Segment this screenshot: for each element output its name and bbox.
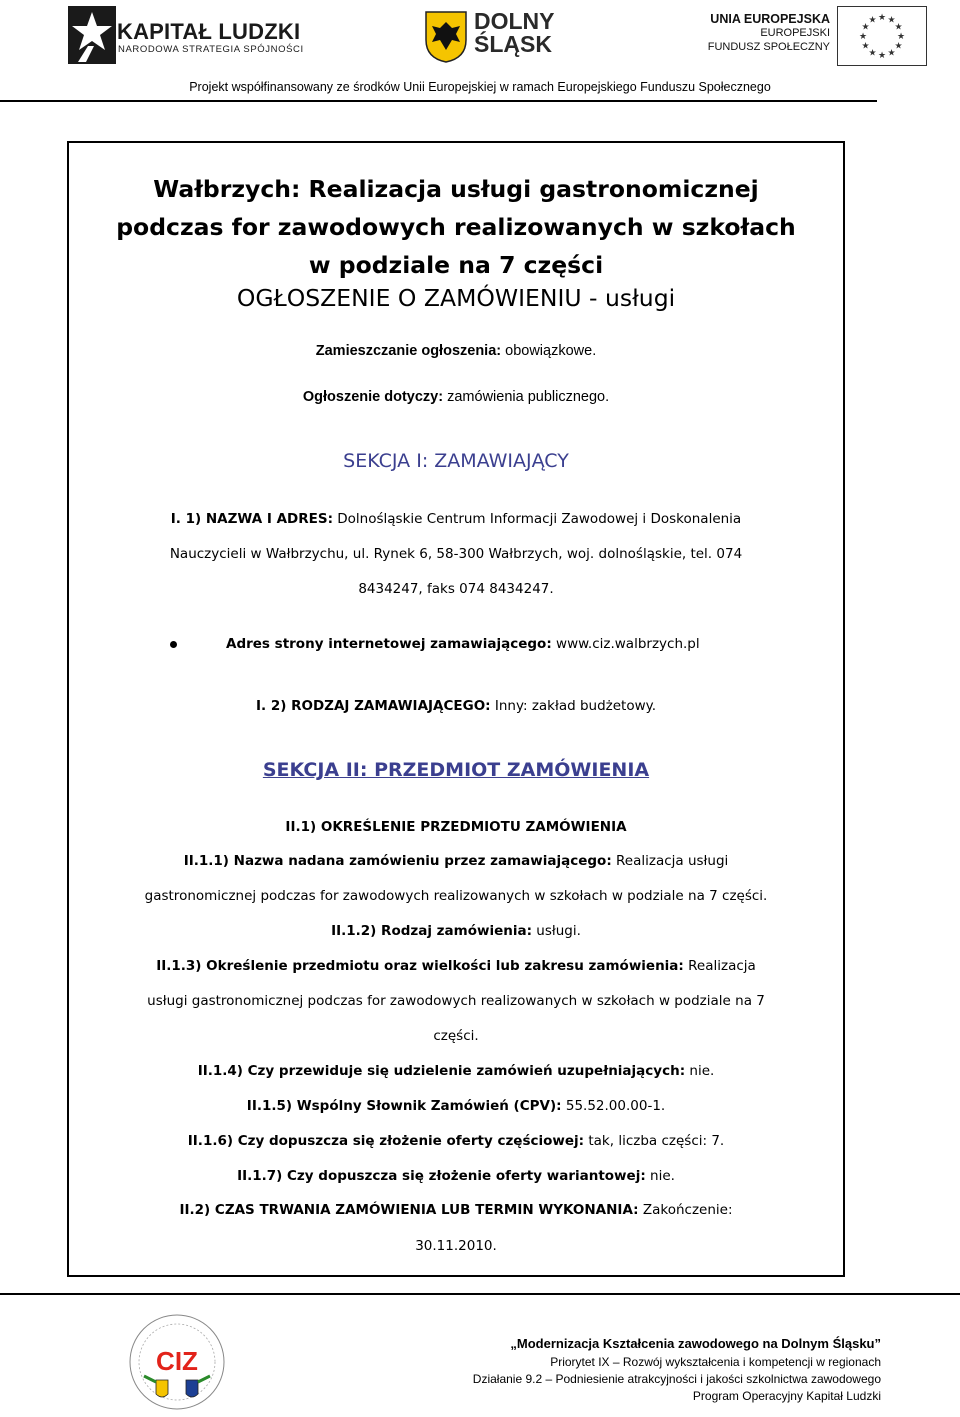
item-2-1-5-value: 55.52.00.00-1. xyxy=(565,1098,666,1114)
item-2-1-1-value-1: Realizacja usługi xyxy=(616,853,729,869)
placement-label: Zamieszczanie ogłoszenia: xyxy=(315,343,502,359)
title-line-2: podczas for zawodowych realizowanych w szkołach xyxy=(116,213,796,241)
item-2-2-label: II.2) CZAS TRWANIA ZAMÓWIENIA LUB TERMIN WYKONANIA: xyxy=(179,1202,639,1218)
item-2-1-4 xyxy=(67,1063,845,1079)
ciz-seal-icon xyxy=(122,1312,232,1412)
kapital-ludzki-subtitle: NARODOWA STRATEGIA SPÓJNOŚCI xyxy=(118,44,304,55)
notice-subtitle: OGŁOSZENIE O ZAMÓWIENIU - usługi xyxy=(236,284,676,312)
eu-star-icon: ★ xyxy=(894,22,903,33)
footer-measure: Działanie 9.2 – Podniesienie atrakcyjności i jakości szkolnictwa zawodowego xyxy=(472,1372,881,1386)
eu-line3: FUNDUSZ SPOŁECZNY xyxy=(707,41,830,53)
concerns-line xyxy=(67,389,845,405)
item-2-1-5 xyxy=(67,1098,845,1114)
funding-statement: Projekt współfinansowany ze środków Unii Europejskiej w ramach Europejskiego Funduszu Społecznego xyxy=(189,80,771,94)
name-address-value-1: Dolnośląskie Centrum Informacji Zawodowej i Doskonalenia xyxy=(337,511,742,527)
bullet-icon xyxy=(170,641,177,648)
eu-star-icon: ★ xyxy=(887,15,896,26)
item-2-1-3-label: II.1.3) Określenie przedmiotu oraz wielkości lub zakresu zamówienia: xyxy=(156,958,684,974)
item-2-1-4-label: II.1.4) Czy przewiduje się udzielenie zamówień uzupełniających: xyxy=(197,1063,686,1079)
subsection-2-1 xyxy=(67,819,845,835)
eu-line2: EUROPEJSKI xyxy=(760,27,830,39)
item-2-1-7-label: II.1.7) Czy dopuszcza się złożenie oferty wariantowej: xyxy=(237,1168,646,1184)
item-2-1-3-value-1: Realizacja xyxy=(688,958,756,974)
title-line-1: Wałbrzych: Realizacja usługi gastronomicznej xyxy=(153,175,759,203)
title-line-3: w podziale na 7 części xyxy=(308,251,604,279)
footer-divider xyxy=(0,1293,960,1295)
eu-star-icon: ★ xyxy=(887,48,896,59)
name-address-line-1 xyxy=(67,511,845,527)
footer-programme: Program Operacyjny Kapitał Ludzki xyxy=(692,1389,881,1403)
website-value: www.ciz.walbrzych.pl xyxy=(556,636,700,652)
dolny-slask-name xyxy=(474,10,584,56)
kapital-ludzki-name: KAPITAŁ LUDZKI xyxy=(117,19,301,44)
eu-flag-logo xyxy=(837,6,927,66)
item-2-1-3-line-2: usługi gastronomicznej podczas for zawodowych realizowanych w szkołach w podziale na 7 xyxy=(147,993,765,1009)
ciz-logo-text: CIZ xyxy=(156,1346,198,1376)
website-label: Adres strony internetowej zamawiającego: xyxy=(226,636,552,652)
name-address-line-3: 8434247, faks 074 8434247. xyxy=(358,581,554,597)
contracting-type-label: I. 2) RODZAJ ZAMAWIAJĄCEGO: xyxy=(255,698,491,714)
eagle-shield-icon xyxy=(424,10,468,64)
contracting-type-line xyxy=(67,698,845,714)
dolny-slask-line1: DOLNY xyxy=(474,8,555,34)
placement-line xyxy=(67,343,845,359)
eu-fund-text xyxy=(700,12,830,54)
item-2-2-value: Zakończenie: xyxy=(642,1202,733,1218)
eu-star-icon: ★ xyxy=(858,32,868,42)
concerns-value: zamówienia publicznego. xyxy=(447,389,610,405)
contracting-type-value: Inny: zakład budżetowy. xyxy=(494,698,656,714)
footer-program-info xyxy=(470,1336,881,1405)
item-2-1-4-value: nie. xyxy=(689,1063,715,1079)
item-2-1-2-label: II.1.2) Rodzaj zamówienia: xyxy=(331,923,532,939)
notice-title xyxy=(67,170,845,284)
item-2-2-date: 30.11.2010. xyxy=(415,1238,497,1254)
item-2-1-2 xyxy=(67,923,845,939)
item-2-1-1-line-2: gastronomicznej podczas for zawodowych realizowanych w szkołach w podziale na 7 części. xyxy=(144,888,768,904)
eu-line1: UNIA EUROPEJSKA xyxy=(710,12,830,26)
item-2-1-6-value: tak, liczba części: 7. xyxy=(588,1133,725,1149)
eu-star-icon: ★ xyxy=(861,22,870,33)
item-2-1-5-label: II.1.5) Wspólny Słownik Zamówień (CPV): xyxy=(246,1098,562,1114)
dolny-slask-line2: ŚLĄSK xyxy=(474,31,552,57)
name-address-line-2: Nauczycieli w Wałbrzychu, ul. Rynek 6, 58-300 Wałbrzych, woj. dolnośląskie, tel. 074 xyxy=(169,546,743,562)
item-2-1-7-value: nie. xyxy=(650,1168,675,1184)
footer-project-name: „Modernizacja Kształcenia zawodowego na Dolnym Śląsku” xyxy=(510,1336,881,1351)
item-2-1-1-label: II.1.1) Nazwa nadana zamówieniu przez zamawiającego: xyxy=(183,853,612,869)
section-2-heading: SEKCJA II: PRZEDMIOT ZAMÓWIENIA xyxy=(262,759,650,781)
item-2-2-line-1 xyxy=(67,1202,845,1218)
eu-stars-icon xyxy=(838,7,926,65)
item-2-1-1-line-1 xyxy=(67,853,845,869)
eu-star-icon: ★ xyxy=(877,51,887,61)
item-2-1-3-line-1 xyxy=(67,958,845,974)
item-2-1-6 xyxy=(67,1133,845,1149)
placement-value: obowiązkowe. xyxy=(505,343,597,359)
footer-priority: Priorytet IX – Rozwój wykształcenia i kompetencji w regionach xyxy=(550,1355,881,1369)
name-address-label: I. 1) NAZWA I ADRES: xyxy=(170,511,333,527)
eu-star-icon: ★ xyxy=(896,32,906,42)
item-2-1-6-label: II.1.6) Czy dopuszcza się złożenie oferty częściowej: xyxy=(187,1133,585,1149)
header-divider xyxy=(0,100,877,102)
star-emblem-icon xyxy=(68,6,116,64)
subsection-2-1-label: II.1) OKREŚLENIE PRZEDMIOTU ZAMÓWIENIA xyxy=(285,819,627,835)
concerns-label: Ogłoszenie dotyczy: xyxy=(302,389,444,405)
section-1-heading: SEKCJA I: ZAMAWIAJĄCY xyxy=(343,450,569,472)
item-2-1-3-line-3: części. xyxy=(433,1028,479,1044)
eu-star-icon: ★ xyxy=(868,48,877,59)
ciz-logo xyxy=(122,1312,232,1412)
eu-star-icon: ★ xyxy=(861,41,870,52)
eu-star-icon: ★ xyxy=(894,41,903,52)
eu-star-icon: ★ xyxy=(868,15,877,26)
item-2-1-7 xyxy=(67,1168,845,1184)
dolny-slask-logo xyxy=(424,10,468,68)
website-line xyxy=(226,636,700,652)
item-2-1-2-value: usługi. xyxy=(536,923,581,939)
eu-star-icon: ★ xyxy=(877,13,887,23)
